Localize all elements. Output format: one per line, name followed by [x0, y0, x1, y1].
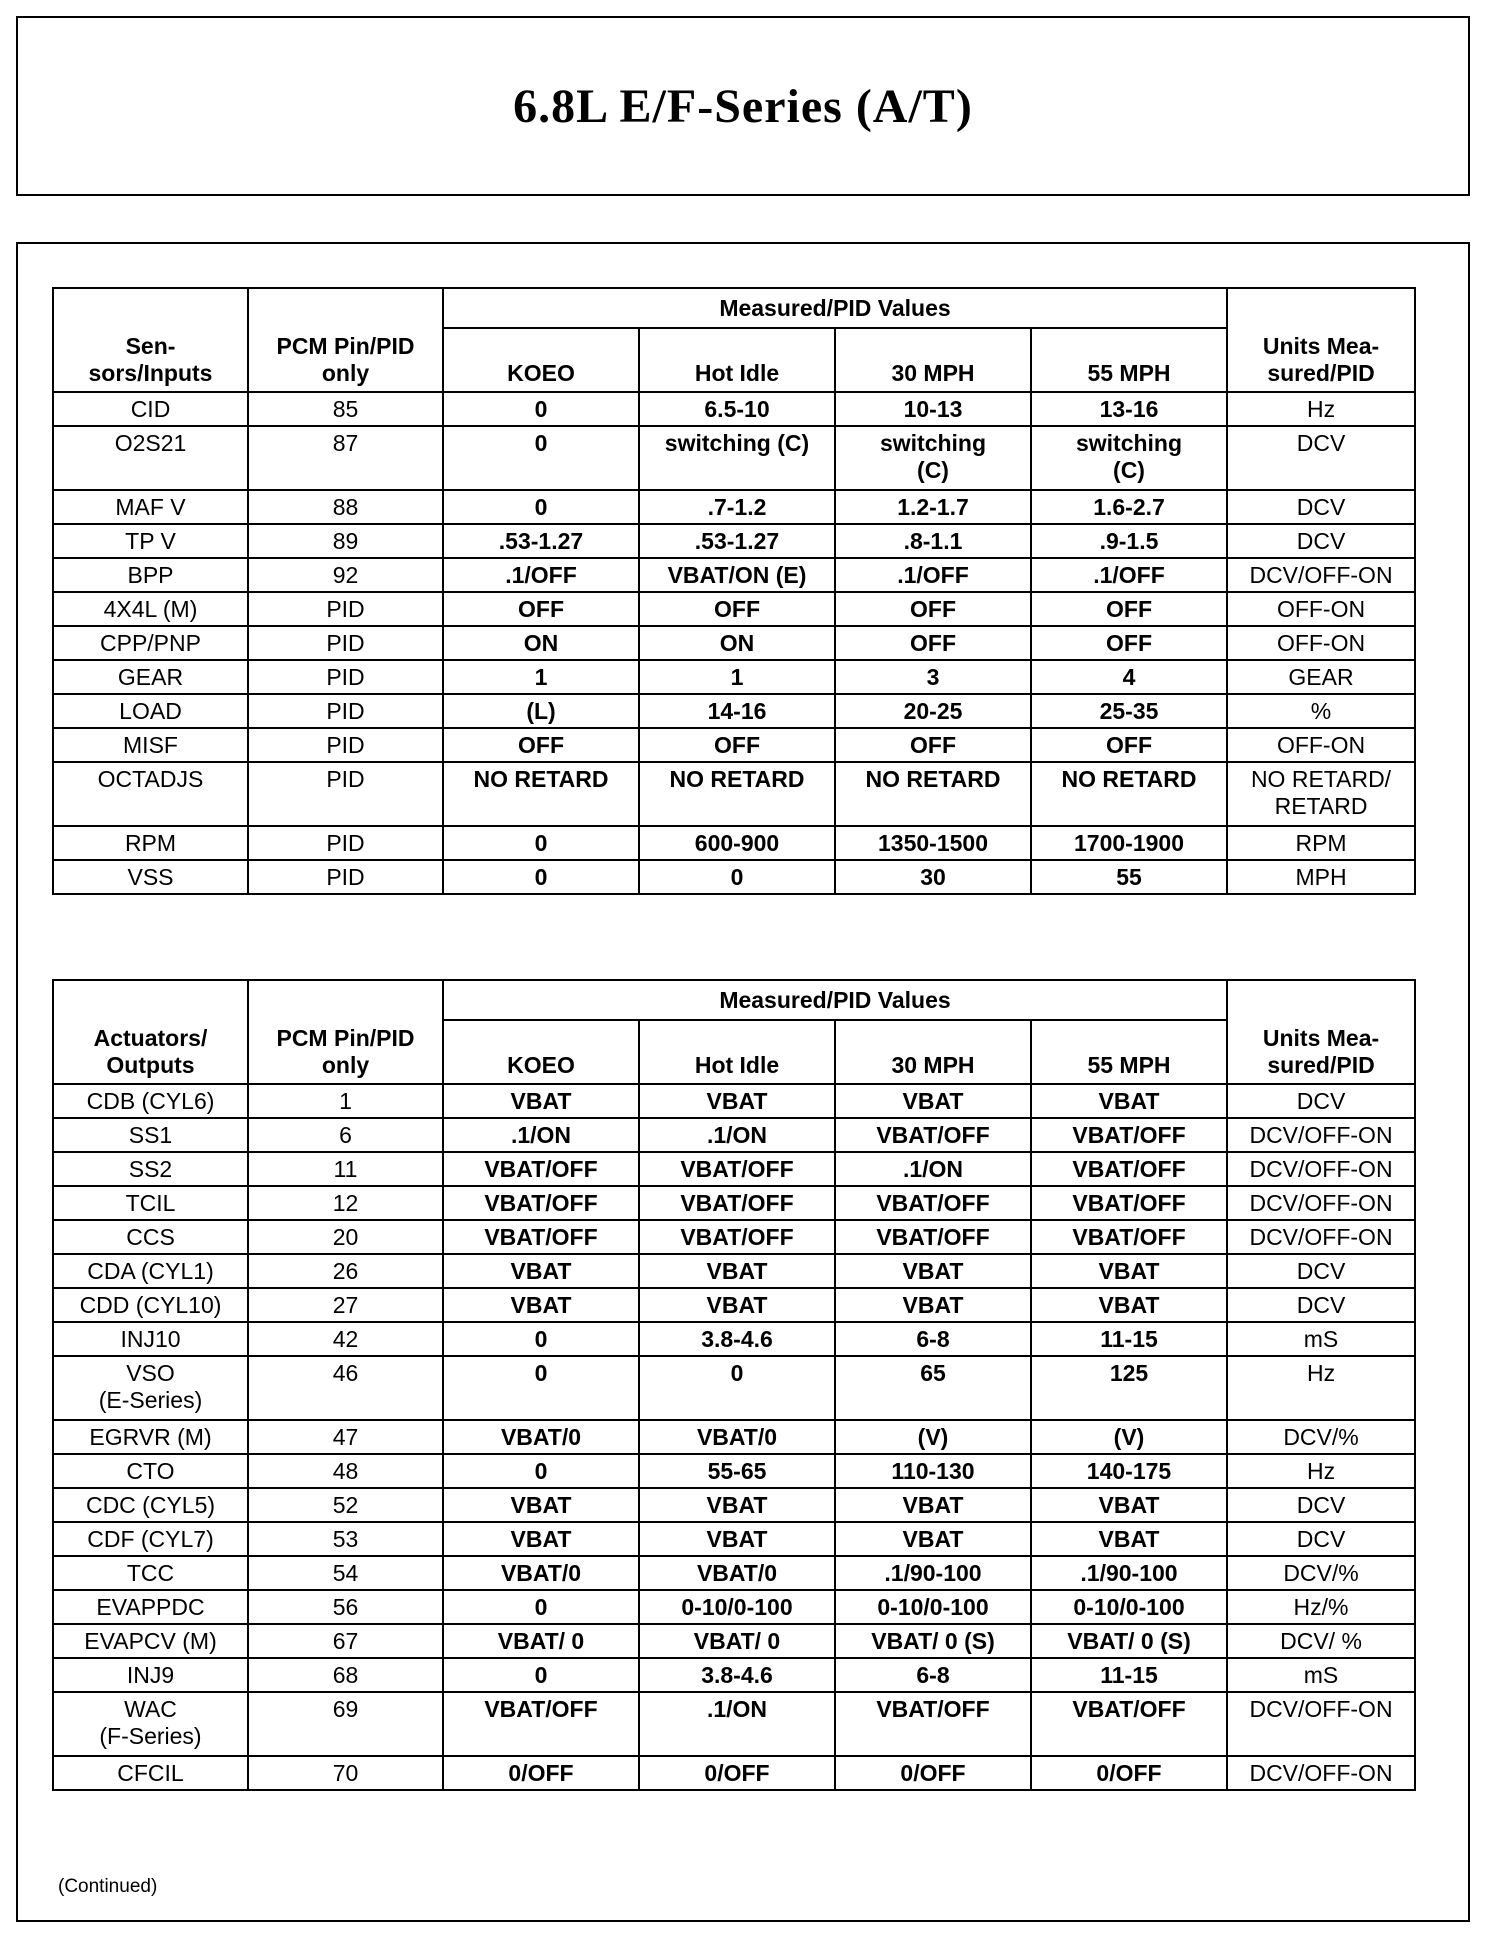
cell-55-mph: (V) — [1031, 1420, 1227, 1454]
cell-name: CCS — [53, 1220, 248, 1254]
cell-units: DCV — [1227, 1488, 1415, 1522]
cell-30-mph: .1/OFF — [835, 558, 1031, 592]
cell-30-mph: VBAT/ 0 (S) — [835, 1624, 1031, 1658]
cell-hot-idle: VBAT/OFF — [639, 1220, 835, 1254]
cell-units: Hz — [1227, 392, 1415, 426]
cell-pcm-pin: 53 — [248, 1522, 443, 1556]
table-row — [53, 1356, 1415, 1420]
cell-hot-idle: 3.8-4.6 — [639, 1322, 835, 1356]
cell-pcm-pin: 11 — [248, 1152, 443, 1186]
table-row — [53, 1454, 1415, 1488]
header-30-mph: 30 MPH — [835, 1020, 1031, 1084]
cell-hot-idle: 6.5-10 — [639, 392, 835, 426]
cell-hot-idle: OFF — [639, 728, 835, 762]
cell-pcm-pin: 87 — [248, 426, 443, 490]
cell-name: CDA (CYL1) — [53, 1254, 248, 1288]
cell-30-mph: 6-8 — [835, 1322, 1031, 1356]
cell-units: DCV — [1227, 1288, 1415, 1322]
cell-hot-idle: NO RETARD — [639, 762, 835, 826]
header-sensors-inputs — [53, 288, 248, 392]
cell-55-mph: OFF — [1031, 592, 1227, 626]
table-row — [53, 826, 1415, 860]
table-row — [53, 1692, 1415, 1756]
cell-55-mph: 25-35 — [1031, 694, 1227, 728]
cell-hot-idle: VBAT/ 0 — [639, 1624, 835, 1658]
cell-name: CID — [53, 392, 248, 426]
cell-koeo: 0 — [443, 426, 639, 490]
cell-units: Hz — [1227, 1454, 1415, 1488]
cell-55-mph: VBAT/ 0 (S) — [1031, 1624, 1227, 1658]
table-row — [53, 490, 1415, 524]
cell-koeo: VBAT/OFF — [443, 1692, 639, 1756]
cell-30-mph: 6-8 — [835, 1658, 1031, 1692]
cell-units: Hz — [1227, 1356, 1415, 1420]
cell-units: DCV/OFF-ON — [1227, 1220, 1415, 1254]
cell-hot-idle: 0-10/0-100 — [639, 1590, 835, 1624]
header-actuators-label: Actuators/ Outputs — [93, 1025, 208, 1078]
header-pcm-pin — [248, 288, 443, 392]
cell-koeo: OFF — [443, 728, 639, 762]
cell-name: INJ9 — [53, 1658, 248, 1692]
cell-name: 4X4L (M) — [53, 592, 248, 626]
tables-frame — [16, 242, 1470, 1922]
cell-pcm-pin: 46 — [248, 1356, 443, 1420]
cell-units: DCV — [1227, 1254, 1415, 1288]
cell-pcm-pin: 47 — [248, 1420, 443, 1454]
title-box — [16, 16, 1470, 196]
cell-30-mph: 1350-1500 — [835, 826, 1031, 860]
cell-30-mph: 3 — [835, 660, 1031, 694]
cell-units: DCV — [1227, 524, 1415, 558]
cell-30-mph: VBAT — [835, 1254, 1031, 1288]
cell-55-mph: 0-10/0-100 — [1031, 1590, 1227, 1624]
cell-hot-idle: 14-16 — [639, 694, 835, 728]
cell-koeo: 0 — [443, 1322, 639, 1356]
cell-30-mph: VBAT — [835, 1084, 1031, 1118]
cell-name: CDF (CYL7) — [53, 1522, 248, 1556]
cell-pcm-pin: 52 — [248, 1488, 443, 1522]
cell-55-mph: 4 — [1031, 660, 1227, 694]
cell-hot-idle: VBAT/ON (E) — [639, 558, 835, 592]
page-title: 6.8L E/F-Series (A/T) — [513, 79, 973, 133]
header-measured-values: Measured/PID Values — [443, 980, 1227, 1020]
cell-hot-idle: switching (C) — [639, 426, 835, 490]
cell-koeo: .1/OFF — [443, 558, 639, 592]
cell-hot-idle: VBAT — [639, 1288, 835, 1322]
table-row — [53, 728, 1415, 762]
cell-name: BPP — [53, 558, 248, 592]
cell-koeo: VBAT/0 — [443, 1556, 639, 1590]
cell-name: TP V — [53, 524, 248, 558]
cell-30-mph: 20-25 — [835, 694, 1031, 728]
cell-pcm-pin: 6 — [248, 1118, 443, 1152]
cell-30-mph: VBAT/OFF — [835, 1186, 1031, 1220]
cell-55-mph: 0/OFF — [1031, 1756, 1227, 1790]
cell-pcm-pin: PID — [248, 660, 443, 694]
cell-30-mph: .1/ON — [835, 1152, 1031, 1186]
cell-55-mph: OFF — [1031, 626, 1227, 660]
cell-name: CDC (CYL5) — [53, 1488, 248, 1522]
cell-name: LOAD — [53, 694, 248, 728]
cell-koeo: VBAT/OFF — [443, 1152, 639, 1186]
cell-units: NO RETARD/ RETARD — [1227, 762, 1415, 826]
cell-units: OFF-ON — [1227, 592, 1415, 626]
header-actuators-outputs — [53, 980, 248, 1084]
cell-units: DCV/% — [1227, 1420, 1415, 1454]
cell-hot-idle: VBAT/OFF — [639, 1186, 835, 1220]
cell-55-mph: VBAT/OFF — [1031, 1692, 1227, 1756]
header-measured-values: Measured/PID Values — [443, 288, 1227, 328]
sensors-table — [52, 287, 1416, 895]
header-koeo: KOEO — [443, 328, 639, 392]
cell-name: EVAPPDC — [53, 1590, 248, 1624]
cell-pcm-pin: 20 — [248, 1220, 443, 1254]
cell-pcm-pin: PID — [248, 728, 443, 762]
cell-hot-idle: VBAT — [639, 1488, 835, 1522]
header-55-mph: 55 MPH — [1031, 328, 1227, 392]
cell-units: RPM — [1227, 826, 1415, 860]
cell-55-mph: NO RETARD — [1031, 762, 1227, 826]
cell-pcm-pin: 85 — [248, 392, 443, 426]
header-pcm-label: PCM Pin/PID only — [276, 333, 415, 386]
cell-hot-idle: .1/ON — [639, 1118, 835, 1152]
cell-hot-idle: VBAT/0 — [639, 1420, 835, 1454]
cell-pcm-pin: PID — [248, 762, 443, 826]
cell-name: CPP/PNP — [53, 626, 248, 660]
cell-30-mph: VBAT — [835, 1288, 1031, 1322]
header-units — [1227, 980, 1415, 1084]
cell-koeo: VBAT — [443, 1522, 639, 1556]
cell-30-mph: 1.2-1.7 — [835, 490, 1031, 524]
cell-units: OFF-ON — [1227, 626, 1415, 660]
cell-pcm-pin: PID — [248, 592, 443, 626]
cell-pcm-pin: 26 — [248, 1254, 443, 1288]
cell-55-mph: VBAT/OFF — [1031, 1152, 1227, 1186]
table-row — [53, 1152, 1415, 1186]
cell-30-mph: OFF — [835, 592, 1031, 626]
table-row — [53, 426, 1415, 490]
cell-koeo: ON — [443, 626, 639, 660]
cell-30-mph: .1/90-100 — [835, 1556, 1031, 1590]
cell-hot-idle: ON — [639, 626, 835, 660]
cell-hot-idle: 600-900 — [639, 826, 835, 860]
table-row — [53, 1288, 1415, 1322]
header-hot-idle: Hot Idle — [639, 1020, 835, 1084]
cell-units: DCV/OFF-ON — [1227, 1118, 1415, 1152]
cell-55-mph: VBAT/OFF — [1031, 1118, 1227, 1152]
cell-units: DCV/OFF-ON — [1227, 1186, 1415, 1220]
cell-pcm-pin: 48 — [248, 1454, 443, 1488]
cell-pcm-pin: 42 — [248, 1322, 443, 1356]
cell-koeo: (L) — [443, 694, 639, 728]
cell-hot-idle: VBAT — [639, 1084, 835, 1118]
cell-koeo: 0 — [443, 826, 639, 860]
cell-units: mS — [1227, 1658, 1415, 1692]
cell-pcm-pin: 27 — [248, 1288, 443, 1322]
cell-55-mph: VBAT — [1031, 1522, 1227, 1556]
cell-name: GEAR — [53, 660, 248, 694]
cell-units: DCV/OFF-ON — [1227, 1756, 1415, 1790]
cell-name: OCTADJS — [53, 762, 248, 826]
table-row — [53, 1556, 1415, 1590]
cell-hot-idle: .7-1.2 — [639, 490, 835, 524]
actuators-table-body — [53, 1084, 1415, 1790]
cell-name: VSO (E-Series) — [53, 1356, 248, 1420]
header-55-mph: 55 MPH — [1031, 1020, 1227, 1084]
cell-55-mph: .9-1.5 — [1031, 524, 1227, 558]
table-row — [53, 1118, 1415, 1152]
cell-name: MAF V — [53, 490, 248, 524]
cell-hot-idle: 0 — [639, 860, 835, 894]
cell-30-mph: 110-130 — [835, 1454, 1031, 1488]
header-sensors-label: Sen- sors/Inputs — [88, 333, 213, 386]
cell-koeo: VBAT — [443, 1288, 639, 1322]
header-pcm-label: PCM Pin/PID only — [276, 1025, 415, 1078]
cell-hot-idle: OFF — [639, 592, 835, 626]
cell-30-mph: 10-13 — [835, 392, 1031, 426]
cell-units: DCV/OFF-ON — [1227, 1692, 1415, 1756]
table-row — [53, 1084, 1415, 1118]
cell-55-mph: VBAT/OFF — [1031, 1220, 1227, 1254]
cell-koeo: 0 — [443, 1590, 639, 1624]
cell-name: SS2 — [53, 1152, 248, 1186]
cell-name: SS1 — [53, 1118, 248, 1152]
cell-koeo: VBAT/0 — [443, 1420, 639, 1454]
cell-pcm-pin: PID — [248, 626, 443, 660]
table-row — [53, 1756, 1415, 1790]
cell-koeo: 0 — [443, 1356, 639, 1420]
cell-units: GEAR — [1227, 660, 1415, 694]
cell-55-mph: VBAT — [1031, 1254, 1227, 1288]
cell-koeo: VBAT — [443, 1488, 639, 1522]
cell-name: EVAPCV (M) — [53, 1624, 248, 1658]
cell-hot-idle: 3.8-4.6 — [639, 1658, 835, 1692]
cell-hot-idle: 0 — [639, 1356, 835, 1420]
cell-pcm-pin: 54 — [248, 1556, 443, 1590]
cell-units: DCV — [1227, 1522, 1415, 1556]
cell-pcm-pin: PID — [248, 826, 443, 860]
cell-pcm-pin: 92 — [248, 558, 443, 592]
cell-pcm-pin: 69 — [248, 1692, 443, 1756]
continued-note: (Continued) — [58, 1876, 158, 1897]
table-row — [53, 592, 1415, 626]
cell-koeo: 1 — [443, 660, 639, 694]
header-units-label: Units Mea- sured/PID — [1262, 333, 1380, 386]
cell-units: DCV/OFF-ON — [1227, 1152, 1415, 1186]
cell-name: CFCIL — [53, 1756, 248, 1790]
cell-pcm-pin: 68 — [248, 1658, 443, 1692]
cell-koeo: .1/ON — [443, 1118, 639, 1152]
cell-55-mph: 11-15 — [1031, 1658, 1227, 1692]
cell-name: MISF — [53, 728, 248, 762]
table-row — [53, 1488, 1415, 1522]
table-row — [53, 558, 1415, 592]
table-row — [53, 524, 1415, 558]
cell-pcm-pin: 70 — [248, 1756, 443, 1790]
cell-30-mph: (V) — [835, 1420, 1031, 1454]
table-row — [53, 1624, 1415, 1658]
table-row — [53, 1220, 1415, 1254]
cell-name: CDB (CYL6) — [53, 1084, 248, 1118]
cell-units: DCV/% — [1227, 1556, 1415, 1590]
cell-units: DCV — [1227, 490, 1415, 524]
table-row — [53, 860, 1415, 894]
table-row — [53, 1254, 1415, 1288]
cell-hot-idle: VBAT — [639, 1254, 835, 1288]
table-row — [53, 1590, 1415, 1624]
cell-30-mph: 0-10/0-100 — [835, 1590, 1031, 1624]
cell-hot-idle: VBAT/0 — [639, 1556, 835, 1590]
cell-name: CTO — [53, 1454, 248, 1488]
sensors-table-body — [53, 392, 1415, 894]
cell-55-mph: 125 — [1031, 1356, 1227, 1420]
cell-hot-idle: .1/ON — [639, 1692, 835, 1756]
cell-units: % — [1227, 694, 1415, 728]
cell-30-mph: 65 — [835, 1356, 1031, 1420]
cell-30-mph: switching (C) — [835, 426, 1031, 490]
cell-55-mph: 55 — [1031, 860, 1227, 894]
cell-koeo: VBAT — [443, 1084, 639, 1118]
cell-pcm-pin: 12 — [248, 1186, 443, 1220]
cell-koeo: 0 — [443, 490, 639, 524]
cell-30-mph: VBAT — [835, 1522, 1031, 1556]
cell-name: VSS — [53, 860, 248, 894]
cell-30-mph: 0/OFF — [835, 1756, 1031, 1790]
cell-units: mS — [1227, 1322, 1415, 1356]
cell-55-mph: VBAT — [1031, 1288, 1227, 1322]
cell-koeo: OFF — [443, 592, 639, 626]
cell-units: Hz/% — [1227, 1590, 1415, 1624]
cell-koeo: 0 — [443, 392, 639, 426]
header-koeo: KOEO — [443, 1020, 639, 1084]
cell-30-mph: VBAT/OFF — [835, 1220, 1031, 1254]
cell-koeo: .53-1.27 — [443, 524, 639, 558]
table-row — [53, 1420, 1415, 1454]
cell-55-mph: VBAT — [1031, 1488, 1227, 1522]
cell-units: OFF-ON — [1227, 728, 1415, 762]
header-hot-idle: Hot Idle — [639, 328, 835, 392]
cell-pcm-pin: 56 — [248, 1590, 443, 1624]
cell-koeo: NO RETARD — [443, 762, 639, 826]
cell-55-mph: 140-175 — [1031, 1454, 1227, 1488]
cell-55-mph: OFF — [1031, 728, 1227, 762]
cell-koeo: 0/OFF — [443, 1756, 639, 1790]
cell-55-mph: .1/90-100 — [1031, 1556, 1227, 1590]
cell-hot-idle: 0/OFF — [639, 1756, 835, 1790]
header-pcm-pin — [248, 980, 443, 1084]
cell-55-mph: 1.6-2.7 — [1031, 490, 1227, 524]
cell-30-mph: 30 — [835, 860, 1031, 894]
cell-name: WAC (F-Series) — [53, 1692, 248, 1756]
cell-hot-idle: .53-1.27 — [639, 524, 835, 558]
cell-units: DCV — [1227, 426, 1415, 490]
cell-koeo: 0 — [443, 860, 639, 894]
table-row — [53, 1522, 1415, 1556]
actuators-table — [52, 979, 1416, 1791]
cell-hot-idle: VBAT — [639, 1522, 835, 1556]
cell-name: O2S21 — [53, 426, 248, 490]
cell-name: TCIL — [53, 1186, 248, 1220]
table-row — [53, 392, 1415, 426]
cell-30-mph: OFF — [835, 626, 1031, 660]
cell-55-mph: 11-15 — [1031, 1322, 1227, 1356]
cell-55-mph: .1/OFF — [1031, 558, 1227, 592]
cell-30-mph: NO RETARD — [835, 762, 1031, 826]
table-row — [53, 1322, 1415, 1356]
table-row — [53, 660, 1415, 694]
table-row — [53, 1658, 1415, 1692]
cell-hot-idle: VBAT/OFF — [639, 1152, 835, 1186]
header-units — [1227, 288, 1415, 392]
cell-units: DCV/ % — [1227, 1624, 1415, 1658]
cell-55-mph: VBAT/OFF — [1031, 1186, 1227, 1220]
cell-pcm-pin: 89 — [248, 524, 443, 558]
cell-name: INJ10 — [53, 1322, 248, 1356]
cell-55-mph: 13-16 — [1031, 392, 1227, 426]
cell-units: DCV — [1227, 1084, 1415, 1118]
cell-pcm-pin: 67 — [248, 1624, 443, 1658]
cell-name: EGRVR (M) — [53, 1420, 248, 1454]
cell-55-mph: 1700-1900 — [1031, 826, 1227, 860]
cell-koeo: VBAT/ 0 — [443, 1624, 639, 1658]
cell-55-mph: switching (C) — [1031, 426, 1227, 490]
cell-30-mph: OFF — [835, 728, 1031, 762]
table-row — [53, 1186, 1415, 1220]
cell-hot-idle: 1 — [639, 660, 835, 694]
cell-koeo: VBAT — [443, 1254, 639, 1288]
cell-units: DCV/OFF-ON — [1227, 558, 1415, 592]
cell-55-mph: VBAT — [1031, 1084, 1227, 1118]
table-row — [53, 762, 1415, 826]
cell-pcm-pin: PID — [248, 860, 443, 894]
cell-name: TCC — [53, 1556, 248, 1590]
cell-30-mph: VBAT — [835, 1488, 1031, 1522]
cell-koeo: VBAT/OFF — [443, 1220, 639, 1254]
cell-koeo: 0 — [443, 1454, 639, 1488]
cell-pcm-pin: PID — [248, 694, 443, 728]
cell-30-mph: VBAT/OFF — [835, 1118, 1031, 1152]
cell-hot-idle: 55-65 — [639, 1454, 835, 1488]
cell-30-mph: VBAT/OFF — [835, 1692, 1031, 1756]
header-units-label: Units Mea- sured/PID — [1262, 1025, 1380, 1078]
cell-pcm-pin: 88 — [248, 490, 443, 524]
cell-pcm-pin: 1 — [248, 1084, 443, 1118]
cell-koeo: VBAT/OFF — [443, 1186, 639, 1220]
table-row — [53, 694, 1415, 728]
table-row — [53, 626, 1415, 660]
header-30-mph: 30 MPH — [835, 328, 1031, 392]
cell-name: CDD (CYL10) — [53, 1288, 248, 1322]
cell-30-mph: .8-1.1 — [835, 524, 1031, 558]
cell-name: RPM — [53, 826, 248, 860]
cell-koeo: 0 — [443, 1658, 639, 1692]
cell-units: MPH — [1227, 860, 1415, 894]
